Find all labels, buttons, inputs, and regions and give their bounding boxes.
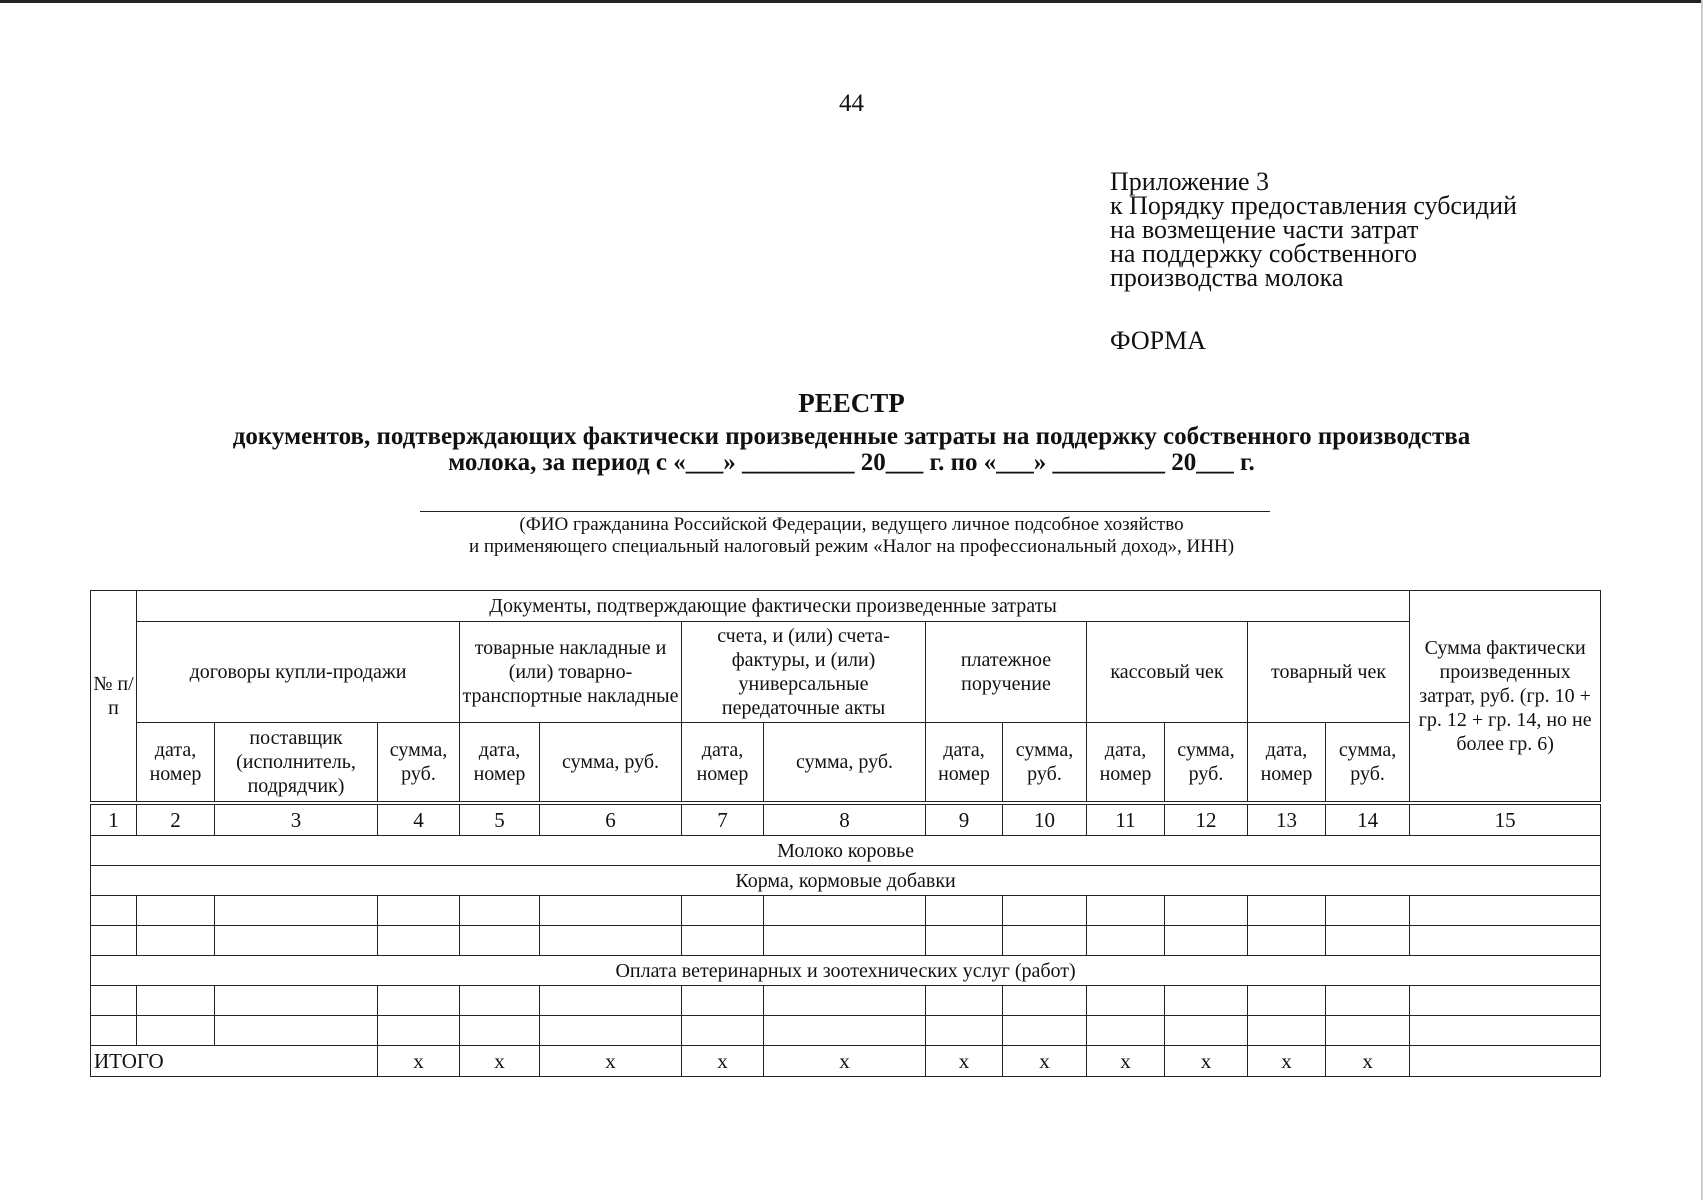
subtitle-line: документов, подтверждающих фактически произведенные затраты на поддержку собственного производства bbox=[232, 423, 1471, 450]
subheader-cell: поставщик (исполнитель, подрядчик) bbox=[215, 723, 378, 804]
empty-cell[interactable] bbox=[682, 986, 764, 1016]
empty-cell[interactable] bbox=[540, 1016, 682, 1046]
column-number: 12 bbox=[1165, 803, 1248, 836]
subheader-cell: дата, номер bbox=[926, 723, 1003, 804]
subheader-cell: сумма, руб. bbox=[1165, 723, 1248, 804]
empty-cell[interactable] bbox=[540, 986, 682, 1016]
empty-cell[interactable] bbox=[1326, 896, 1410, 926]
column-number: 13 bbox=[1248, 803, 1326, 836]
empty-cell[interactable] bbox=[1165, 926, 1248, 956]
fio-caption bbox=[0, 514, 1703, 558]
empty-cell[interactable] bbox=[137, 1016, 215, 1046]
total-mark: х bbox=[1165, 1046, 1248, 1077]
column-number: 7 bbox=[682, 803, 764, 836]
empty-cell[interactable] bbox=[460, 896, 540, 926]
section-title-milk: Молоко коровье bbox=[91, 836, 1601, 866]
empty-cell[interactable] bbox=[378, 986, 460, 1016]
empty-cell[interactable] bbox=[1410, 1016, 1601, 1046]
group-header-sales-receipt: товарный чек bbox=[1248, 622, 1410, 723]
subtitle-line: молока, за период с «___» _________ 20___ г. по «___» _________ 20___ г. bbox=[448, 449, 1255, 476]
subheader-cell: дата, номер bbox=[137, 723, 215, 804]
total-mark: х bbox=[926, 1046, 1003, 1077]
empty-cell[interactable] bbox=[460, 986, 540, 1016]
column-number: 4 bbox=[378, 803, 460, 836]
total-mark: х bbox=[1326, 1046, 1410, 1077]
subheader-cell: сумма, руб. bbox=[764, 723, 926, 804]
empty-cell[interactable] bbox=[91, 986, 137, 1016]
empty-cell[interactable] bbox=[764, 986, 926, 1016]
document-subtitle bbox=[0, 424, 1703, 476]
column-number: 9 bbox=[926, 803, 1003, 836]
appendix-line: к Порядку предоставления субсидий bbox=[1110, 191, 1517, 220]
empty-cell[interactable] bbox=[926, 1016, 1003, 1046]
section-title-feed: Корма, кормовые добавки bbox=[91, 866, 1601, 896]
empty-cell[interactable] bbox=[1326, 926, 1410, 956]
appendix-line: производства молока bbox=[1110, 263, 1344, 292]
column-number: 8 bbox=[764, 803, 926, 836]
top-border-line bbox=[0, 0, 1703, 3]
subheader-cell: дата, номер bbox=[460, 723, 540, 804]
group-header-waybills: товарные накладные и (или) товарно-транспортные накладные bbox=[460, 622, 682, 723]
col-number-header: № п/п bbox=[91, 591, 137, 804]
empty-cell[interactable] bbox=[137, 896, 215, 926]
total-mark: х bbox=[460, 1046, 540, 1077]
total-mark: х bbox=[1087, 1046, 1165, 1077]
empty-cell[interactable] bbox=[764, 1016, 926, 1046]
column-number: 6 bbox=[540, 803, 682, 836]
empty-cell[interactable] bbox=[1087, 896, 1165, 926]
empty-cell[interactable] bbox=[1410, 986, 1601, 1016]
subheader-cell: дата, номер bbox=[1248, 723, 1326, 804]
column-number: 3 bbox=[215, 803, 378, 836]
total-label: ИТОГО bbox=[91, 1046, 378, 1077]
group-header-contracts: договоры купли-продажи bbox=[137, 622, 460, 723]
column-number-row bbox=[91, 803, 1601, 836]
empty-cell[interactable] bbox=[1248, 1016, 1326, 1046]
total-sum-cell[interactable] bbox=[1410, 1046, 1601, 1077]
section-title-vet: Оплата ветеринарных и зоотехнических услуг (работ) bbox=[91, 956, 1601, 986]
table-row bbox=[91, 896, 1601, 926]
header-row-3 bbox=[91, 723, 1601, 804]
sum-header: Сумма фактически произведенных затрат, руб. (гр. 10 + гр. 12 + гр. 14, но не более гр. 6) bbox=[1410, 591, 1601, 804]
empty-cell[interactable] bbox=[1410, 926, 1601, 956]
column-number: 15 bbox=[1410, 803, 1601, 836]
empty-cell[interactable] bbox=[1248, 986, 1326, 1016]
empty-cell[interactable] bbox=[378, 1016, 460, 1046]
table-row bbox=[91, 1016, 1601, 1046]
empty-cell[interactable] bbox=[540, 926, 682, 956]
empty-cell[interactable] bbox=[1248, 926, 1326, 956]
table-row bbox=[91, 926, 1601, 956]
group-header-payment-order: платежное поручение bbox=[926, 622, 1087, 723]
empty-cell[interactable] bbox=[460, 1016, 540, 1046]
empty-cell[interactable] bbox=[378, 926, 460, 956]
empty-cell[interactable] bbox=[764, 896, 926, 926]
section-row-vet bbox=[91, 956, 1601, 986]
empty-cell[interactable] bbox=[1003, 986, 1087, 1016]
empty-cell[interactable] bbox=[1248, 896, 1326, 926]
empty-cell[interactable] bbox=[1087, 1016, 1165, 1046]
empty-cell[interactable] bbox=[682, 1016, 764, 1046]
total-mark: х bbox=[1248, 1046, 1326, 1077]
empty-cell[interactable] bbox=[91, 1016, 137, 1046]
empty-cell[interactable] bbox=[215, 986, 378, 1016]
subheader-cell: дата, номер bbox=[1087, 723, 1165, 804]
empty-cell[interactable] bbox=[137, 986, 215, 1016]
subheader-cell: сумма, руб. bbox=[1326, 723, 1410, 804]
group-header-cash-receipt: кассовый чек bbox=[1087, 622, 1248, 723]
total-row bbox=[91, 1046, 1601, 1077]
empty-cell[interactable] bbox=[1165, 986, 1248, 1016]
column-number: 14 bbox=[1326, 803, 1410, 836]
total-mark: х bbox=[540, 1046, 682, 1077]
column-number: 11 bbox=[1087, 803, 1165, 836]
header-row-1 bbox=[91, 591, 1601, 622]
empty-cell[interactable] bbox=[1326, 986, 1410, 1016]
empty-cell[interactable] bbox=[1087, 926, 1165, 956]
empty-cell[interactable] bbox=[926, 986, 1003, 1016]
empty-cell[interactable] bbox=[378, 896, 460, 926]
empty-cell[interactable] bbox=[682, 896, 764, 926]
empty-cell[interactable] bbox=[1087, 986, 1165, 1016]
empty-cell[interactable] bbox=[764, 926, 926, 956]
appendix-line: на поддержку собственного bbox=[1110, 239, 1418, 268]
registry-table bbox=[90, 590, 1601, 1077]
fio-caption-line: и применяющего специальный налоговый режим «Налог на профессиональный доход», ИНН) bbox=[468, 536, 1235, 557]
empty-cell[interactable] bbox=[682, 926, 764, 956]
subheader-cell: сумма, руб. bbox=[378, 723, 460, 804]
subheader-cell: сумма, руб. bbox=[540, 723, 682, 804]
section-row-milk bbox=[91, 836, 1601, 866]
empty-cell[interactable] bbox=[1003, 896, 1087, 926]
total-mark: х bbox=[682, 1046, 764, 1077]
total-mark: х bbox=[1003, 1046, 1087, 1077]
empty-cell[interactable] bbox=[540, 896, 682, 926]
subheader-cell: сумма, руб. bbox=[1003, 723, 1087, 804]
appendix-block bbox=[1110, 167, 1517, 292]
column-number: 2 bbox=[137, 803, 215, 836]
subheader-cell: дата, номер bbox=[682, 723, 764, 804]
table-row bbox=[91, 986, 1601, 1016]
empty-cell[interactable] bbox=[460, 926, 540, 956]
forma-label: ФОРМА bbox=[1110, 326, 1206, 355]
empty-cell[interactable] bbox=[1165, 896, 1248, 926]
page-number: 44 bbox=[839, 90, 864, 117]
column-number: 10 bbox=[1003, 803, 1087, 836]
empty-cell[interactable] bbox=[1003, 926, 1087, 956]
fio-fill-line bbox=[420, 511, 1270, 512]
column-number: 1 bbox=[91, 803, 137, 836]
empty-cell[interactable] bbox=[1165, 1016, 1248, 1046]
empty-cell[interactable] bbox=[215, 896, 378, 926]
group-header-invoices: счета, и (или) счета-фактуры, и (или) универсальные передаточные акты bbox=[682, 622, 926, 723]
total-mark: х bbox=[378, 1046, 460, 1077]
appendix-line: Приложение 3 bbox=[1110, 167, 1270, 196]
document-title: РЕЕСТР bbox=[798, 388, 905, 418]
empty-cell[interactable] bbox=[91, 926, 137, 956]
empty-cell[interactable] bbox=[1003, 1016, 1087, 1046]
empty-cell[interactable] bbox=[215, 1016, 378, 1046]
empty-cell[interactable] bbox=[137, 926, 215, 956]
column-number: 5 bbox=[460, 803, 540, 836]
documents-header: Документы, подтверждающие фактически произведенные затраты bbox=[137, 591, 1410, 622]
section-row-feed bbox=[91, 866, 1601, 896]
empty-cell[interactable] bbox=[1410, 896, 1601, 926]
empty-cell[interactable] bbox=[215, 926, 378, 956]
empty-cell[interactable] bbox=[926, 926, 1003, 956]
fio-caption-line: (ФИО гражданина Российской Федерации, ведущего личное подсобное хозяйство bbox=[519, 514, 1184, 535]
appendix-line: на возмещение части затрат bbox=[1110, 215, 1419, 244]
empty-cell[interactable] bbox=[91, 896, 137, 926]
total-mark: х bbox=[764, 1046, 926, 1077]
header-row-2 bbox=[91, 622, 1601, 723]
empty-cell[interactable] bbox=[926, 896, 1003, 926]
empty-cell[interactable] bbox=[1326, 1016, 1410, 1046]
